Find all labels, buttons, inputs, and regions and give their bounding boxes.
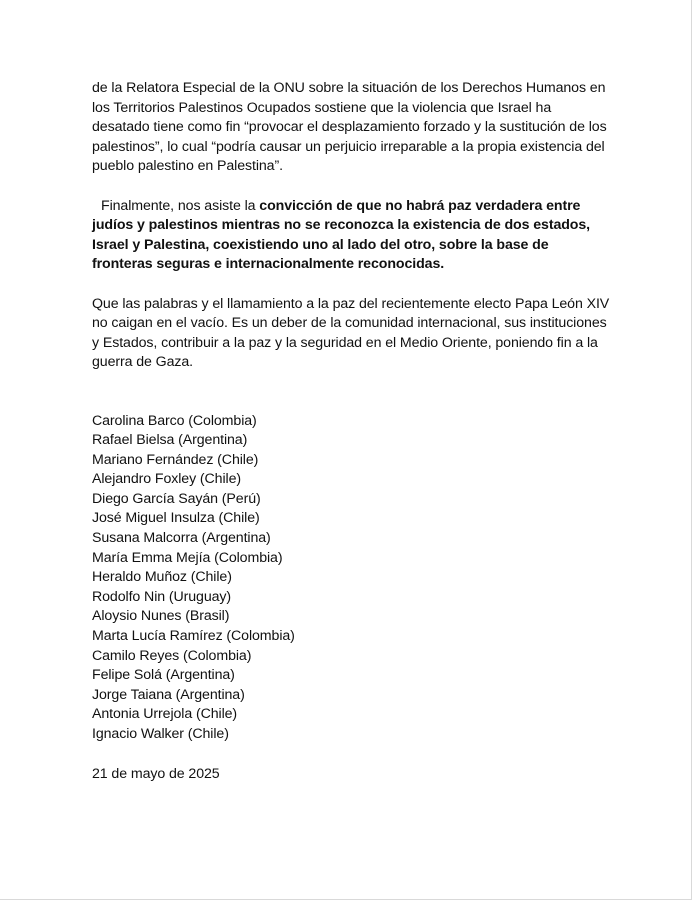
signatory-alejandro-foxley: Alejandro Foxley (Chile): [92, 471, 241, 488]
signatory-antonia-urrejola: Antonia Urrejola (Chile): [92, 706, 238, 723]
signatory-camilo-reyes: Camilo Reyes (Colombia): [92, 647, 252, 664]
signatory-felipe-sola: Felipe Solá (Argentina): [92, 667, 235, 684]
signatory-maria-emma-mejia: María Emma Mejía (Colombia): [92, 549, 283, 566]
paragraph-two-state-bold-text: convicción de que no habrá paz verdadera entre judíos y palestinos mientras no se reconozca la existencia de dos estados, Israel y Palestina, coexistiendo uno al lado del otro, sobre la base de fronteras seguras e internacionalmente reconocidas.: [92, 197, 591, 272]
paragraph-two-state-conviction: [92, 197, 612, 275]
paragraph-two-state-lead: Finalmente, nos asiste la: [101, 197, 260, 214]
signatory-aloysio-nunes: Aloysio Nunes (Brasil): [92, 608, 230, 625]
paragraph-un-rapporteur: de la Relatora Especial de la ONU sobre la situación de los Derechos Humanos en los Territorios Palestinos Ocupados sostiene que la violencia que Israel ha desatado tiene como fin “provocar el desplazamiento forzado y la sustitución de los palestinos”, lo cual “podría causar un perjuicio irreparable a la propia existencia del pueblo palestino en Palestina”.: [92, 80, 607, 174]
signatory-heraldo-munoz: Heraldo Muñoz (Chile): [92, 569, 232, 586]
signatory-diego-garcia-sayan: Diego García Sayán (Perú): [92, 490, 261, 507]
signatory-rafael-bielsa: Rafael Bielsa (Argentina): [92, 432, 248, 449]
paragraph-peace-call: Que las palabras y el llamamiento a la paz del recientemente electo Papa León XIV no caigan en el vacío. Es un deber de la comunidad internacional, sus instituciones y Estados, contribuir a la paz y la seguridad en el Medio Oriente, poniendo fin a la guerra de Gaza.: [92, 295, 610, 370]
signatory-susana-malcorra: Susana Malcorra (Argentina): [92, 530, 271, 547]
document-body: [92, 79, 612, 784]
signatory-list: [92, 412, 612, 745]
signatory-ignacio-walker: Ignacio Walker (Chile): [92, 726, 229, 742]
signatory-jorge-taiana: Jorge Taiana (Argentina): [92, 686, 245, 703]
signatory-marta-lucia-ramirez: Marta Lucía Ramírez (Colombia): [92, 628, 295, 645]
document-date: 21 de mayo de 2025: [92, 765, 220, 782]
signatory-jose-miguel-insulza: José Miguel Insulza (Chile): [92, 510, 260, 527]
signatory-rodolfo-nin: Rodolfo Nin (Uruguay): [92, 588, 232, 605]
signatory-carolina-barco: Carolina Barco (Colombia): [92, 412, 257, 429]
signatory-mariano-fernandez: Mariano Fernández (Chile): [92, 451, 259, 468]
